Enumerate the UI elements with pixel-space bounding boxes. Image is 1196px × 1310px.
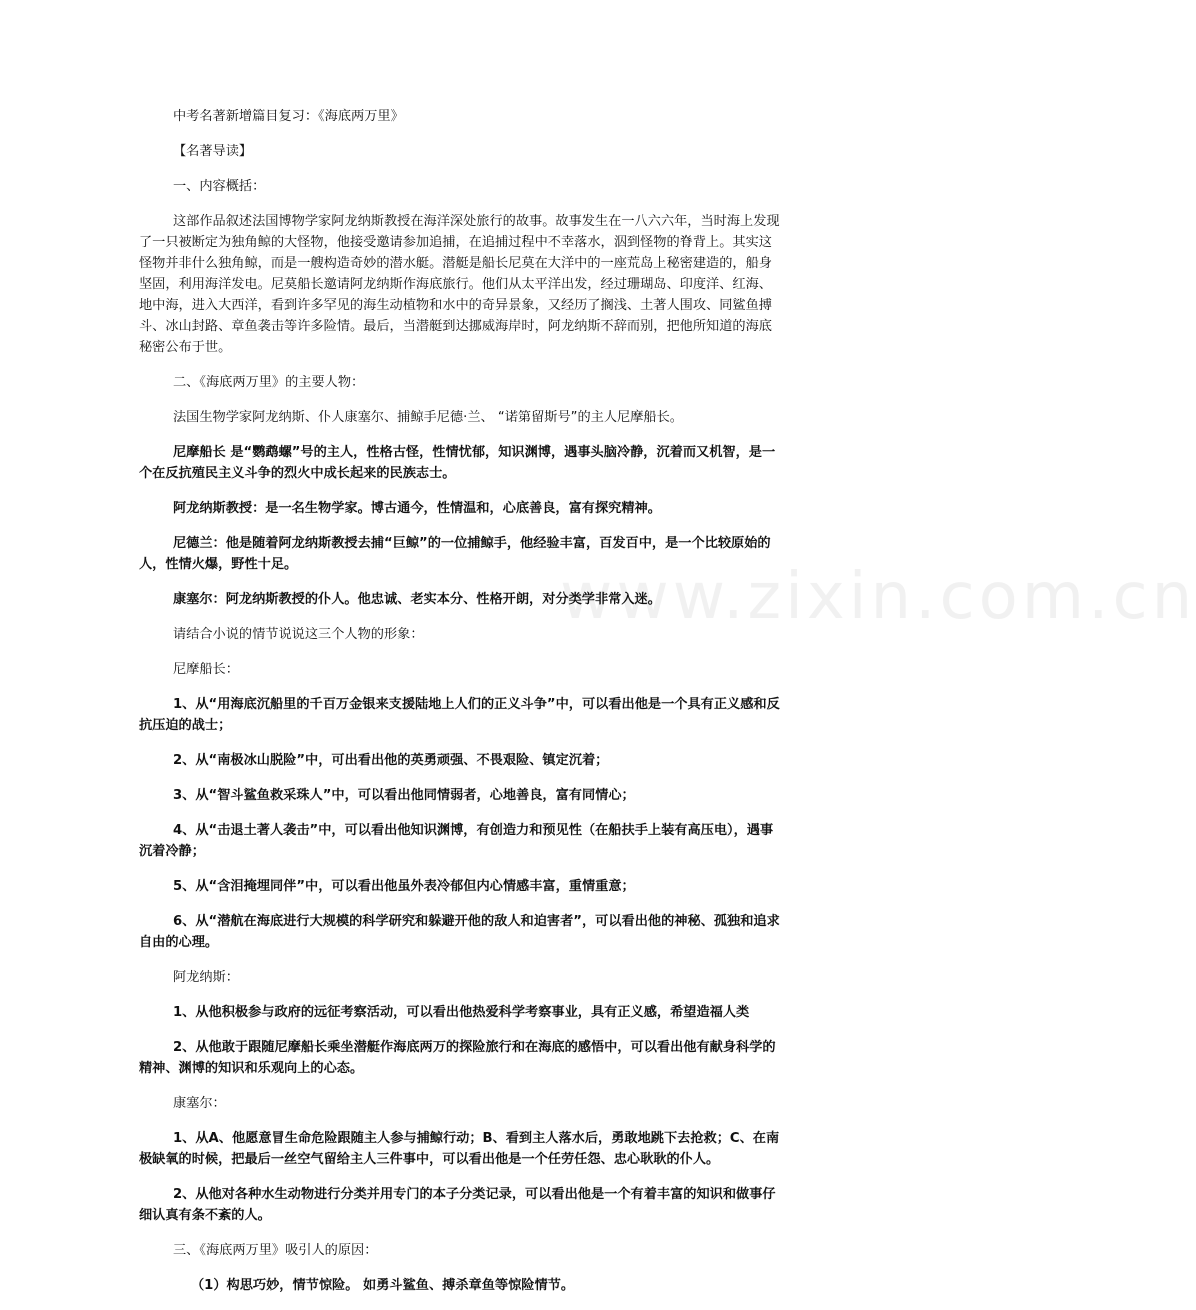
nemo-point-1: 1、从“用海底沉船里的千百万金银来支援陆地上人们的正义斗争”中，可以看出他是一个具有正义感和反抗压迫的战士； [139, 697, 780, 733]
nemo-point-2: 2、从“南极冰山脱险”中，可出看出他的英勇顽强、不畏艰险、镇定沉着； [173, 753, 609, 768]
document-body [139, 106, 781, 1310]
watermark: www.zixin.com.cn [560, 560, 1196, 634]
paragraph-conseil: 康塞尔：阿龙纳斯教授的仆人。他忠诚、老实本分、性格开朗，对分类学非常入迷。 [173, 592, 661, 607]
paragraph-aronnax: 阿龙纳斯教授：是一名生物学家。博古通今，性情温和，心底善良，富有探究精神。 [173, 501, 661, 516]
paragraph-prompt: 请结合小说的情节说说这三个人物的形象： [173, 627, 424, 642]
conseil-point-1: 1、从A、他愿意冒生命危险跟随主人参与捕鲸行动；B、看到主人落水后，勇敢地跳下去抢救；C、在南极缺氧的时候，把最后一丝空气留给主人三件事中，可以看出他是一个任劳任怨、忠心耿耿的仆人。 [139, 1131, 780, 1167]
nemo-point-5: 5、从“含泪掩埋同伴”中，可以看出他虽外表冷郁但内心情感丰富，重情重意； [173, 879, 635, 894]
subheading-aronnax: 阿龙纳斯： [173, 970, 239, 985]
subheading-nemo: 尼摩船长： [173, 662, 239, 677]
paragraph-nemo: 尼摩船长 是“鹦鹉螺”号的主人，性格古怪，性情忧郁，知识渊博，遇事头脑冷静，沉着而又机智，是一个在反抗殖民主义斗争的烈火中成长起来的民族志士。 [139, 445, 776, 481]
aronnax-point-2: 2、从他敢于跟随尼摩船长乘坐潜艇作海底两万的探险旅行和在海底的感悟中，可以看出他有献身科学的精神、渊博的知识和乐观向上的心态。 [139, 1040, 776, 1076]
nemo-point-6: 6、从“潜航在海底进行大规模的科学研究和躲避开他的敌人和迫害者”，可以看出他的神秘、孤独和追求自由的心理。 [139, 914, 780, 950]
section-label-reading-guide: 【名著导读】 [173, 144, 253, 159]
paragraph-ned-land: 尼德兰：他是随着阿龙纳斯教授去捕“巨鲸”的一位捕鲸手，他经验丰富，百发百中，是一个比较原始的人，性情火爆，野性十足。 [139, 536, 771, 572]
heading-main-characters: 二、《海底两万里》的主要人物： [173, 375, 365, 390]
paragraph-summary: 这部作品叙述法国博物学家阿龙纳斯教授在海洋深处旅行的故事。故事发生在一八六六年，当时海上发现了一只被断定为独角鲸的大怪物，他接受邀请参加追捕，在追捕过程中不幸落水，泅到怪物的脊背上。其实这怪物并非什么独角鲸，而是一艘构造奇妙的潜水艇。潜艇是船长尼莫在大洋中的一座荒岛上秘密建造的，船身坚固，利用海洋发电。尼莫船长邀请阿龙纳斯作海底旅行。他们从太平洋出发，经过珊瑚岛、印度洋、红海、地中海，进入大西洋，看到许多罕见的海生动植物和水中的奇异景象，又经历了搁浅、土著人围攻、同鲨鱼搏斗、冰山封路、章鱼袭击等许多险情。最后，当潜艇到达挪威海岸时，阿龙纳斯不辞而别，把他所知道的海底秘密公布于世。 [139, 214, 780, 355]
heading-content-summary: 一、内容概括： [173, 179, 266, 194]
aronnax-point-1: 1、从他积极参与政府的远征考察活动，可以看出他热爱科学考察事业，具有正义感，希望造福人类 [173, 1005, 750, 1020]
conseil-point-2: 2、从他对各种水生动物进行分类并用专门的本子分类记录，可以看出他是一个有着丰富的知识和做事仔细认真有条不紊的人。 [139, 1187, 776, 1223]
nemo-point-3: 3、从“智斗鲨鱼救采珠人”中，可以看出他同情弱者，心地善良，富有同情心； [173, 788, 635, 803]
heading-appeal-reasons: 三、《海底两万里》吸引人的原因： [173, 1243, 378, 1258]
nemo-point-4: 4、从“击退土著人袭击”中，可以看出他知识渊博，有创造力和预见性（在船扶手上装有高压电），遇事沉着冷静； [139, 823, 774, 859]
appeal-reason-1: （1）构思巧妙，情节惊险。 如勇斗鲨鱼、搏杀章鱼等惊险情节。 [191, 1278, 575, 1293]
doc-title: 中考名著新增篇目复习：《海底两万里》 [173, 109, 404, 124]
subheading-conseil: 康塞尔： [173, 1096, 226, 1111]
paragraph-character-list: 法国生物学家阿龙纳斯、仆人康塞尔、捕鲸手尼德·兰、 “诺第留斯号”的主人尼摩船长。 [173, 410, 683, 425]
